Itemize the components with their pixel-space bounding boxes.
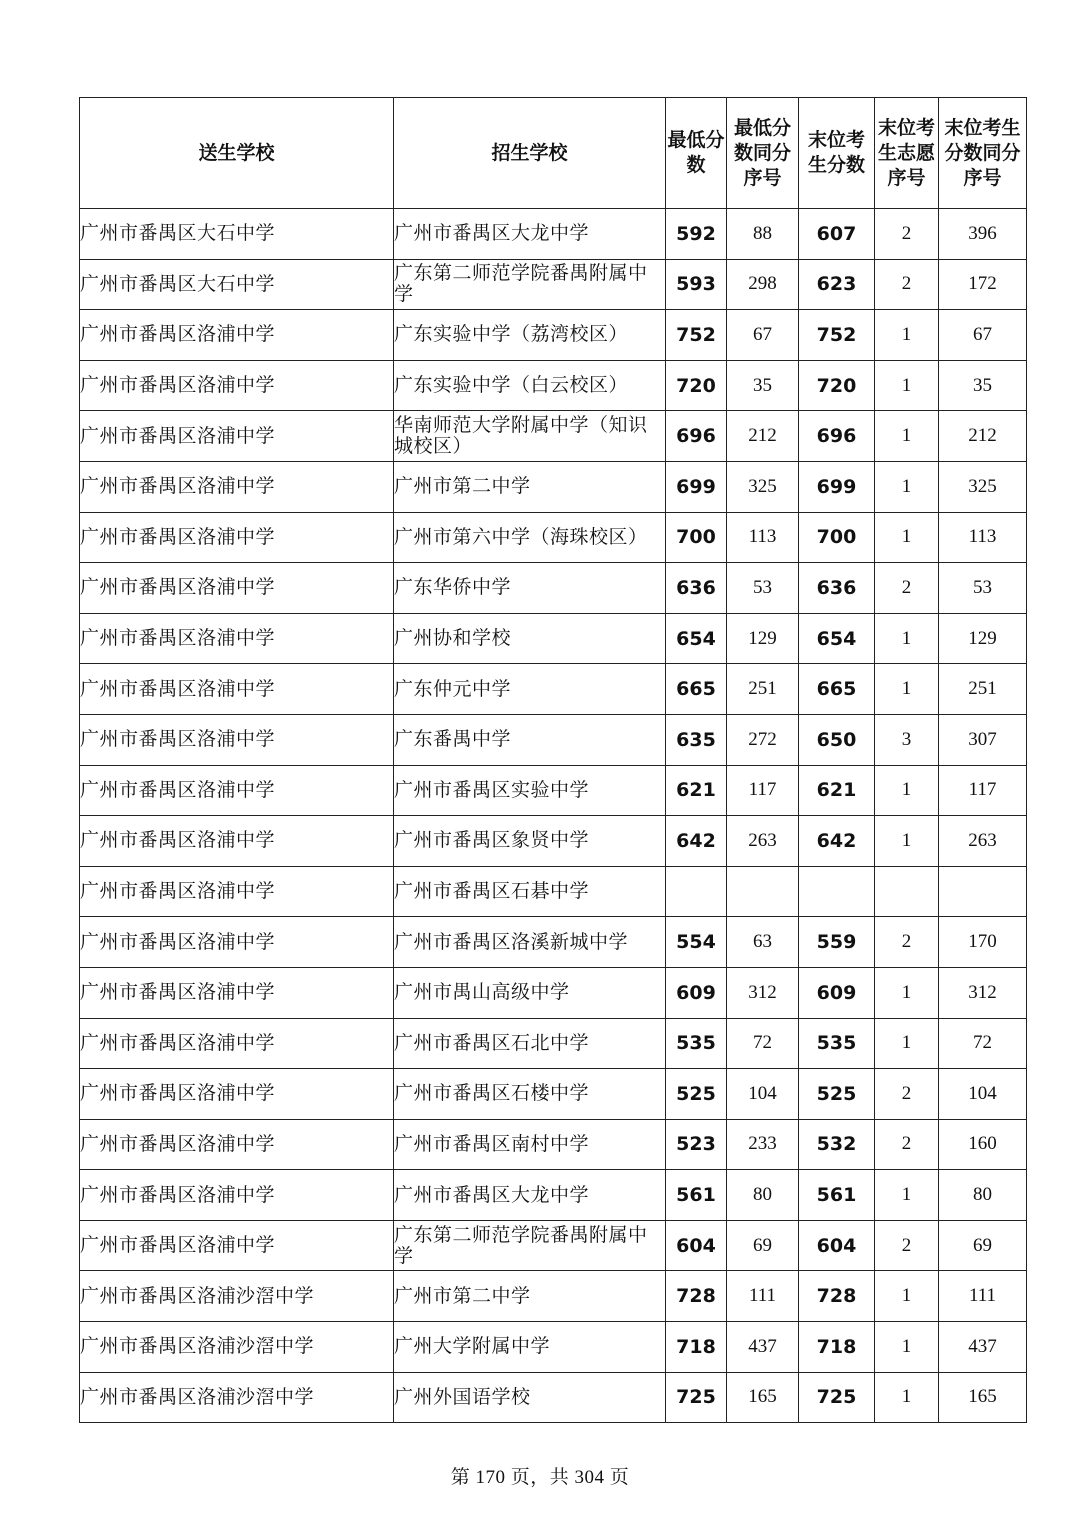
min-score-cell: 636 <box>666 563 727 614</box>
last-wish-order-cell: 1 <box>875 411 939 462</box>
recruiting-school-cell: 广州市番禺区石北中学 <box>394 1018 666 1069</box>
recruiting-school-cell: 广东华侨中学 <box>394 563 666 614</box>
table-row <box>80 360 1027 411</box>
table-row <box>80 816 1027 867</box>
last-score-cell: 621 <box>799 765 875 816</box>
min-score-cell: 696 <box>666 411 727 462</box>
recruiting-school-cell: 广州市番禺区洛溪新城中学 <box>394 917 666 968</box>
min-score-rank-cell: 35 <box>727 360 799 411</box>
min-score-cell: 609 <box>666 967 727 1018</box>
table-row <box>80 1170 1027 1221</box>
min-score-cell: 654 <box>666 613 727 664</box>
min-score-cell: 621 <box>666 765 727 816</box>
recruiting-school-cell: 广东第二师范学院番禺附属中学 <box>394 1220 666 1271</box>
last-score-cell: 728 <box>799 1271 875 1322</box>
last-score-cell: 559 <box>799 917 875 968</box>
last-score-rank-cell: 165 <box>939 1372 1027 1423</box>
sender-school-cell: 广州市番禺区洛浦沙滘中学 <box>80 1322 394 1373</box>
sender-school-cell: 广州市番禺区洛浦沙滘中学 <box>80 1271 394 1322</box>
sender-school-cell: 广州市番禺区洛浦中学 <box>80 563 394 614</box>
last-score-rank-cell: 113 <box>939 512 1027 563</box>
min-score-rank-cell: 67 <box>727 310 799 361</box>
last-score-cell: 718 <box>799 1322 875 1373</box>
last-score-cell: 604 <box>799 1220 875 1271</box>
last-wish-order-cell: 1 <box>875 310 939 361</box>
last-score-cell: 607 <box>799 209 875 260</box>
recruiting-school-cell: 广东番禺中学 <box>394 714 666 765</box>
recruiting-school-cell: 广州市番禺区实验中学 <box>394 765 666 816</box>
sender-school-cell: 广州市番禺区洛浦中学 <box>80 1018 394 1069</box>
last-wish-order-cell: 1 <box>875 967 939 1018</box>
recruiting-school-cell: 广东实验中学（白云校区） <box>394 360 666 411</box>
recruiting-school-cell: 广东实验中学（荔湾校区） <box>394 310 666 361</box>
last-wish-order-cell <box>875 866 939 917</box>
header-last-score: 末位考生分数 <box>799 98 875 209</box>
last-score-cell: 752 <box>799 310 875 361</box>
last-score-rank-cell: 437 <box>939 1322 1027 1373</box>
last-score-rank-cell <box>939 866 1027 917</box>
table-row <box>80 1372 1027 1423</box>
sender-school-cell: 广州市番禺区洛浦中学 <box>80 461 394 512</box>
last-score-cell: 636 <box>799 563 875 614</box>
min-score-rank-cell: 251 <box>727 664 799 715</box>
last-score-rank-cell: 104 <box>939 1069 1027 1120</box>
recruiting-school-cell: 广州市第二中学 <box>394 461 666 512</box>
min-score-rank-cell: 272 <box>727 714 799 765</box>
last-score-cell: 665 <box>799 664 875 715</box>
min-score-cell: 592 <box>666 209 727 260</box>
last-wish-order-cell: 2 <box>875 563 939 614</box>
header-last-score-rank: 末位考生分数同分序号 <box>939 98 1027 209</box>
page-footer <box>0 1462 1080 1489</box>
last-score-cell: 650 <box>799 714 875 765</box>
last-score-cell: 699 <box>799 461 875 512</box>
last-score-rank-cell: 170 <box>939 917 1027 968</box>
last-wish-order-cell: 1 <box>875 816 939 867</box>
recruiting-school-cell: 广州市番禺区南村中学 <box>394 1119 666 1170</box>
min-score-cell: 642 <box>666 816 727 867</box>
table-row <box>80 411 1027 462</box>
min-score-rank-cell: 312 <box>727 967 799 1018</box>
header-recruiting-school: 招生学校 <box>394 98 666 209</box>
last-score-cell: 561 <box>799 1170 875 1221</box>
last-score-rank-cell: 72 <box>939 1018 1027 1069</box>
last-wish-order-cell: 1 <box>875 461 939 512</box>
recruiting-school-cell: 广东仲元中学 <box>394 664 666 715</box>
last-score-cell <box>799 866 875 917</box>
min-score-cell: 561 <box>666 1170 727 1221</box>
recruiting-school-cell: 广州市番禺区石碁中学 <box>394 866 666 917</box>
last-score-cell: 720 <box>799 360 875 411</box>
sender-school-cell: 广州市番禺区洛浦中学 <box>80 866 394 917</box>
table-row <box>80 461 1027 512</box>
min-score-rank-cell: 129 <box>727 613 799 664</box>
table-row <box>80 714 1027 765</box>
recruiting-school-cell: 华南师范大学附属中学（知识城校区） <box>394 411 666 462</box>
recruiting-school-cell: 广州市第六中学（海珠校区） <box>394 512 666 563</box>
sender-school-cell: 广州市番禺区大石中学 <box>80 259 394 310</box>
sender-school-cell: 广州市番禺区洛浦中学 <box>80 765 394 816</box>
min-score-rank-cell: 233 <box>727 1119 799 1170</box>
last-wish-order-cell: 2 <box>875 259 939 310</box>
sender-school-cell: 广州市番禺区洛浦中学 <box>80 310 394 361</box>
min-score-cell: 535 <box>666 1018 727 1069</box>
min-score-rank-cell: 117 <box>727 765 799 816</box>
last-score-rank-cell: 172 <box>939 259 1027 310</box>
sender-school-cell: 广州市番禺区洛浦中学 <box>80 1220 394 1271</box>
min-score-cell: 728 <box>666 1271 727 1322</box>
min-score-cell: 725 <box>666 1372 727 1423</box>
last-wish-order-cell: 1 <box>875 360 939 411</box>
last-score-rank-cell: 69 <box>939 1220 1027 1271</box>
min-score-rank-cell: 72 <box>727 1018 799 1069</box>
last-score-rank-cell: 312 <box>939 967 1027 1018</box>
table-row <box>80 967 1027 1018</box>
table-row <box>80 1322 1027 1373</box>
sender-school-cell: 广州市番禺区洛浦中学 <box>80 411 394 462</box>
last-wish-order-cell: 1 <box>875 613 939 664</box>
last-wish-order-cell: 1 <box>875 664 939 715</box>
min-score-cell: 523 <box>666 1119 727 1170</box>
min-score-rank-cell: 113 <box>727 512 799 563</box>
recruiting-school-cell: 广州市第二中学 <box>394 1271 666 1322</box>
last-wish-order-cell: 1 <box>875 1018 939 1069</box>
min-score-cell: 593 <box>666 259 727 310</box>
recruiting-school-cell: 广东第二师范学院番禺附属中学 <box>394 259 666 310</box>
recruiting-school-cell: 广州市禺山高级中学 <box>394 967 666 1018</box>
table-body <box>80 209 1027 1423</box>
table-row <box>80 512 1027 563</box>
sender-school-cell: 广州市番禺区洛浦中学 <box>80 917 394 968</box>
min-score-cell: 554 <box>666 917 727 968</box>
sender-school-cell: 广州市番禺区洛浦中学 <box>80 613 394 664</box>
last-score-rank-cell: 263 <box>939 816 1027 867</box>
last-wish-order-cell: 1 <box>875 1372 939 1423</box>
last-score-cell: 623 <box>799 259 875 310</box>
sender-school-cell: 广州市番禺区洛浦中学 <box>80 816 394 867</box>
sender-school-cell: 广州市番禺区洛浦中学 <box>80 1170 394 1221</box>
min-score-rank-cell: 53 <box>727 563 799 614</box>
table-row <box>80 613 1027 664</box>
last-score-cell: 654 <box>799 613 875 664</box>
min-score-cell: 635 <box>666 714 727 765</box>
recruiting-school-cell: 广州市番禺区大龙中学 <box>394 1170 666 1221</box>
last-score-rank-cell: 80 <box>939 1170 1027 1221</box>
table-row <box>80 866 1027 917</box>
sender-school-cell: 广州市番禺区洛浦中学 <box>80 664 394 715</box>
table-row <box>80 765 1027 816</box>
min-score-cell: 720 <box>666 360 727 411</box>
admission-table <box>79 97 1027 1423</box>
table-row <box>80 1069 1027 1120</box>
min-score-rank-cell: 63 <box>727 917 799 968</box>
table-row <box>80 310 1027 361</box>
min-score-rank-cell: 88 <box>727 209 799 260</box>
min-score-rank-cell: 104 <box>727 1069 799 1120</box>
min-score-cell: 752 <box>666 310 727 361</box>
last-score-rank-cell: 67 <box>939 310 1027 361</box>
recruiting-school-cell: 广州市番禺区大龙中学 <box>394 209 666 260</box>
last-score-cell: 525 <box>799 1069 875 1120</box>
table-row <box>80 259 1027 310</box>
last-score-cell: 609 <box>799 967 875 1018</box>
min-score-cell: 665 <box>666 664 727 715</box>
last-wish-order-cell: 1 <box>875 1170 939 1221</box>
min-score-cell: 718 <box>666 1322 727 1373</box>
last-wish-order-cell: 2 <box>875 917 939 968</box>
sender-school-cell: 广州市番禺区大石中学 <box>80 209 394 260</box>
min-score-rank-cell: 263 <box>727 816 799 867</box>
recruiting-school-cell: 广州市番禺区石楼中学 <box>394 1069 666 1120</box>
min-score-cell: 604 <box>666 1220 727 1271</box>
header-row <box>80 98 1027 209</box>
min-score-rank-cell: 80 <box>727 1170 799 1221</box>
sender-school-cell: 广州市番禺区洛浦中学 <box>80 1119 394 1170</box>
last-score-rank-cell: 396 <box>939 209 1027 260</box>
last-score-rank-cell: 212 <box>939 411 1027 462</box>
last-wish-order-cell: 2 <box>875 209 939 260</box>
header-min-score-rank: 最低分数同分序号 <box>727 98 799 209</box>
min-score-rank-cell: 111 <box>727 1271 799 1322</box>
sender-school-cell: 广州市番禺区洛浦中学 <box>80 512 394 563</box>
recruiting-school-cell: 广州大学附属中学 <box>394 1322 666 1373</box>
table-row <box>80 209 1027 260</box>
min-score-cell: 699 <box>666 461 727 512</box>
last-score-rank-cell: 307 <box>939 714 1027 765</box>
last-score-rank-cell: 129 <box>939 613 1027 664</box>
last-score-rank-cell: 251 <box>939 664 1027 715</box>
last-score-rank-cell: 35 <box>939 360 1027 411</box>
header-sender-school: 送生学校 <box>80 98 394 209</box>
last-wish-order-cell: 2 <box>875 1220 939 1271</box>
sender-school-cell: 广州市番禺区洛浦中学 <box>80 360 394 411</box>
table-row <box>80 1271 1027 1322</box>
last-score-rank-cell: 117 <box>939 765 1027 816</box>
last-score-rank-cell: 111 <box>939 1271 1027 1322</box>
last-score-rank-cell: 160 <box>939 1119 1027 1170</box>
last-wish-order-cell: 1 <box>875 765 939 816</box>
last-score-rank-cell: 53 <box>939 563 1027 614</box>
recruiting-school-cell: 广州外国语学校 <box>394 1372 666 1423</box>
min-score-rank-cell: 212 <box>727 411 799 462</box>
recruiting-school-cell: 广州市番禺区象贤中学 <box>394 816 666 867</box>
min-score-cell: 700 <box>666 512 727 563</box>
table-row <box>80 664 1027 715</box>
min-score-rank-cell: 165 <box>727 1372 799 1423</box>
last-score-cell: 696 <box>799 411 875 462</box>
sender-school-cell: 广州市番禺区洛浦沙滘中学 <box>80 1372 394 1423</box>
last-wish-order-cell: 2 <box>875 1119 939 1170</box>
min-score-rank-cell: 325 <box>727 461 799 512</box>
last-score-cell: 725 <box>799 1372 875 1423</box>
last-wish-order-cell: 1 <box>875 1271 939 1322</box>
last-wish-order-cell: 1 <box>875 512 939 563</box>
min-score-rank-cell: 298 <box>727 259 799 310</box>
table-row <box>80 1220 1027 1271</box>
last-wish-order-cell: 2 <box>875 1069 939 1120</box>
min-score-cell: 525 <box>666 1069 727 1120</box>
header-min-score: 最低分数 <box>666 98 727 209</box>
last-wish-order-cell: 1 <box>875 1322 939 1373</box>
table-row <box>80 563 1027 614</box>
sender-school-cell: 广州市番禺区洛浦中学 <box>80 1069 394 1120</box>
recruiting-school-cell: 广州协和学校 <box>394 613 666 664</box>
table-row <box>80 1119 1027 1170</box>
last-score-cell: 642 <box>799 816 875 867</box>
page-number-label: 第 170 页，共 304 页 <box>450 1467 630 1488</box>
min-score-rank-cell <box>727 866 799 917</box>
table-row <box>80 1018 1027 1069</box>
last-score-cell: 535 <box>799 1018 875 1069</box>
sender-school-cell: 广州市番禺区洛浦中学 <box>80 714 394 765</box>
header-last-wish-order: 末位考生志愿序号 <box>875 98 939 209</box>
sender-school-cell: 广州市番禺区洛浦中学 <box>80 967 394 1018</box>
last-score-cell: 532 <box>799 1119 875 1170</box>
last-score-rank-cell: 325 <box>939 461 1027 512</box>
last-score-cell: 700 <box>799 512 875 563</box>
min-score-rank-cell: 69 <box>727 1220 799 1271</box>
last-wish-order-cell: 3 <box>875 714 939 765</box>
min-score-cell <box>666 866 727 917</box>
min-score-rank-cell: 437 <box>727 1322 799 1373</box>
table-row <box>80 917 1027 968</box>
